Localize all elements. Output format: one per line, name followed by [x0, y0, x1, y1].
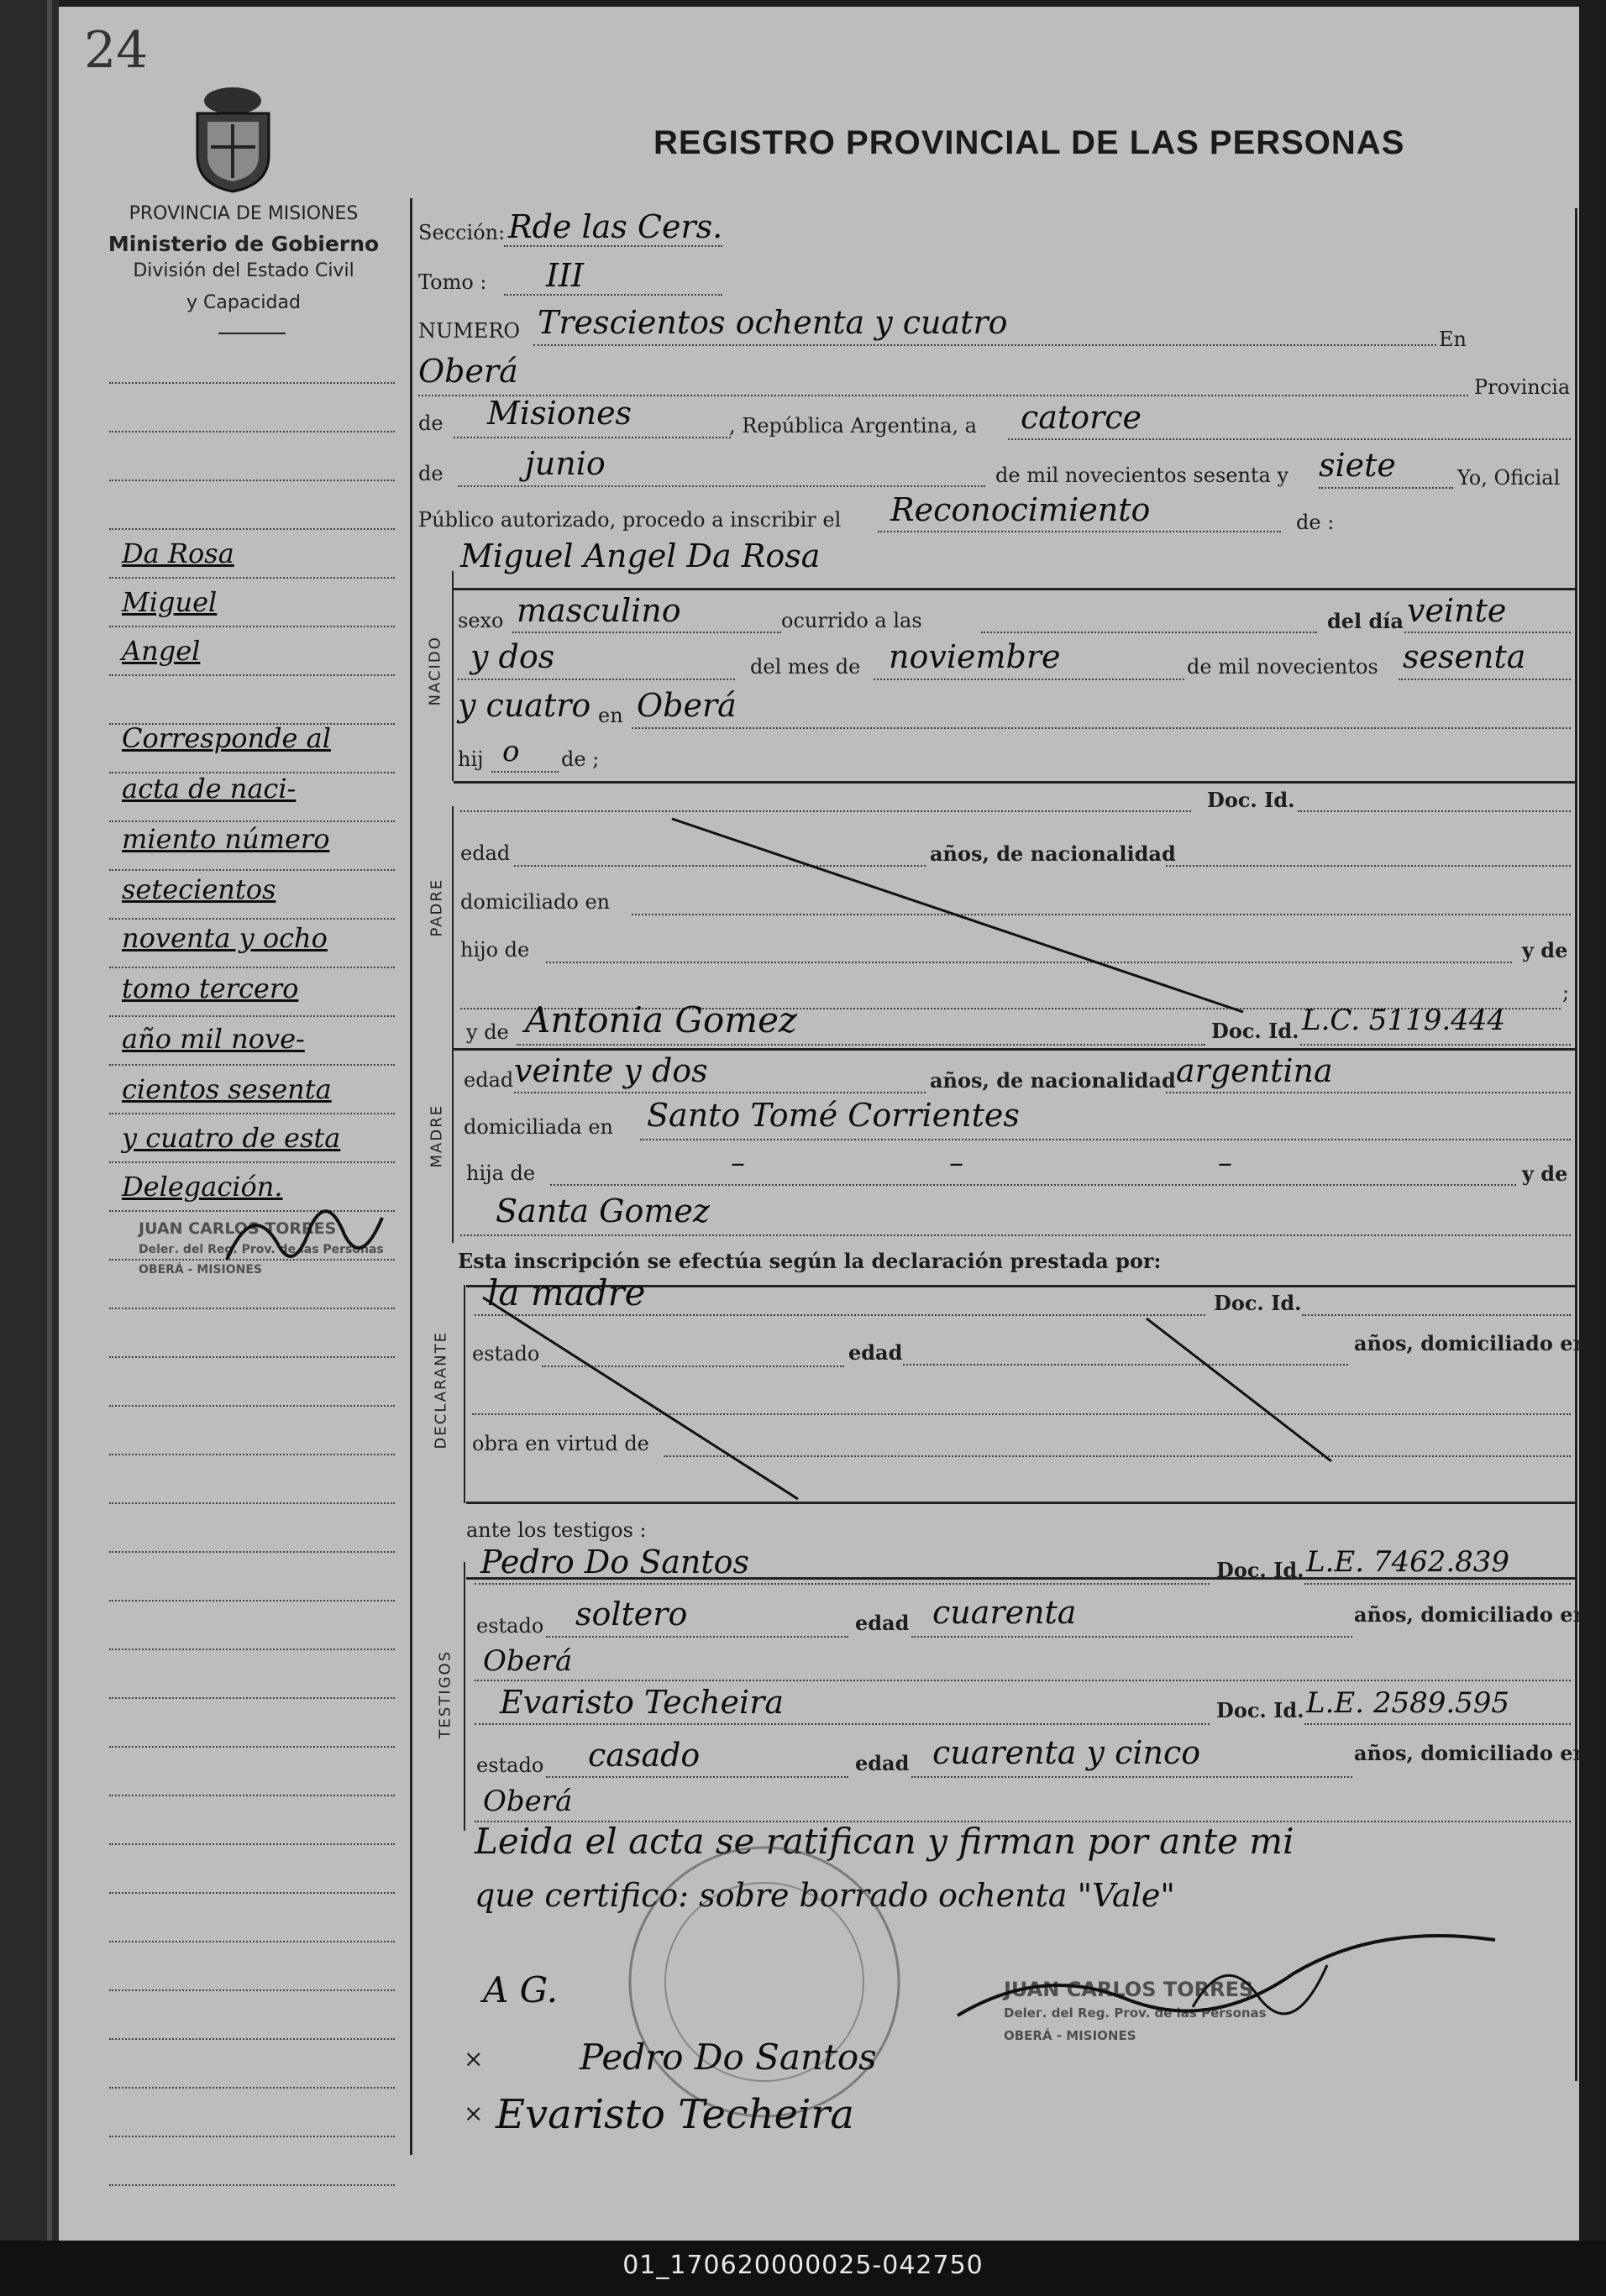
madre-dash-1: – — [731, 1146, 745, 1180]
mes-value: junio — [525, 445, 606, 482]
signature-1: Pedro Do Santos — [580, 2037, 877, 2078]
mes-line — [458, 485, 985, 487]
margin-note-line: cientos sesenta — [122, 1073, 332, 1105]
hijo-label: hij — [458, 747, 484, 771]
anio-value: siete — [1319, 447, 1396, 484]
t2-estado-value: casado — [588, 1737, 701, 1774]
margin-line — [109, 480, 395, 481]
declarante-void-strike — [479, 1293, 1588, 1503]
margin-line — [109, 2136, 395, 2137]
t1-dom-line — [475, 1680, 1571, 1681]
anio-line — [1399, 679, 1571, 680]
margin-note-line: noventa y ocho — [122, 922, 328, 954]
margin-line — [109, 1454, 395, 1455]
numero-value: Trescientos ochenta y cuatro — [538, 304, 1008, 341]
declarante-nombre-value: la madre — [487, 1272, 646, 1313]
mes-value: noviembre — [889, 638, 1061, 675]
madre-de-value: Santa Gomez — [496, 1193, 710, 1229]
margin-note-line: miento número — [122, 823, 330, 855]
officer-signature-icon — [941, 1915, 1512, 2049]
testigos-intro: ante los testigos : — [466, 1518, 647, 1542]
dia-line — [1008, 438, 1571, 440]
sexo-line — [512, 632, 781, 633]
madre-hija-label: hija de — [466, 1161, 536, 1185]
hijo-line — [491, 771, 559, 773]
padre-docid-label: Doc. Id. — [1207, 788, 1295, 812]
en-label: en — [598, 704, 623, 727]
margin-note-line: Delegación. — [122, 1171, 283, 1203]
side-label-padre: PADRE — [428, 878, 446, 937]
t1-dom-value: Oberá — [483, 1644, 573, 1678]
margin-line — [109, 577, 395, 579]
t2-dom-value: Oberá — [483, 1785, 573, 1818]
declarante-bracket — [464, 1285, 465, 1503]
madre-edad-label: edad — [464, 1068, 514, 1092]
t2-edad-label: edad — [855, 1751, 910, 1775]
padre-bracket — [452, 806, 454, 1025]
madre-domicilio-value: Santo Tomé Corrientes — [647, 1097, 1020, 1134]
margin-line — [109, 626, 395, 627]
margin-line — [109, 1795, 395, 1796]
madre-dash-3: – — [1218, 1146, 1232, 1180]
signature-2: Evaristo Techeira — [496, 2091, 854, 2138]
de2-label: de — [418, 462, 443, 485]
madre-edad-value: veinte y dos — [514, 1052, 708, 1089]
margin-line — [109, 1113, 395, 1114]
stamp-role: Delег. del Reg. Prov. de las Personas — [1004, 2005, 1267, 2021]
madre-nac-label: años, de nacionalidad — [930, 1068, 1176, 1093]
frame-right-line — [1575, 208, 1577, 2081]
madre-docid-label: Doc. Id. — [1211, 1019, 1299, 1043]
mes-label: del mes de — [750, 655, 861, 679]
margin-line — [109, 1502, 395, 1504]
margin-note-line: Angel — [122, 635, 201, 667]
header-division: División del Estado Civil — [133, 260, 354, 281]
book-binding — [0, 0, 59, 2296]
mes-line — [874, 679, 1184, 680]
margin-line — [109, 1600, 395, 1601]
en-label: En — [1439, 328, 1467, 351]
declarante-estado-label: estado — [472, 1342, 540, 1366]
t1-estado-value: soltero — [575, 1596, 688, 1633]
seccion-value: Rde las Cers. — [508, 208, 723, 245]
nacido-top-rule — [454, 588, 1575, 590]
header-capacity: y Capacidad — [186, 292, 301, 313]
margin-line — [109, 1551, 395, 1553]
margin-line — [109, 431, 395, 432]
tomo-value: III — [546, 257, 585, 294]
padre-docid-line — [1298, 810, 1571, 812]
madre-dash-2: – — [949, 1146, 963, 1180]
margin-note-line: tomo tercero — [122, 972, 299, 1004]
anio-label: de mil novecientos — [1187, 655, 1378, 679]
t1-docid-line — [1304, 1583, 1571, 1585]
nacido-bracket — [452, 571, 454, 781]
padre-top-rule — [454, 781, 1575, 784]
acto-line — [878, 531, 1281, 532]
madre-nombre-line — [517, 1044, 1205, 1046]
dia-value: catorce — [1021, 399, 1142, 436]
publico-label: Público autorizado, procedo a inscribir el — [418, 508, 842, 532]
t1-nombre-value: Pedro Do Santos — [480, 1544, 750, 1580]
margin-stamp-role: Delег. del Reg. Prov. de las Personas — [139, 1243, 384, 1256]
padre-edad-label: edad — [460, 841, 511, 865]
t1-edad-value: cuarenta — [932, 1594, 1077, 1631]
t2-estado-line — [546, 1776, 848, 1778]
t2-docid-label: Doc. Id. — [1216, 1698, 1304, 1722]
de-label: de — [418, 411, 443, 435]
declarante-dom-label: años, domiciliado en — [1354, 1331, 1588, 1355]
margin-line — [109, 1843, 395, 1845]
margin-note-line: y cuatro de esta — [122, 1122, 341, 1154]
de3-label: de : — [1296, 511, 1335, 534]
anio-value: sesenta — [1403, 638, 1526, 675]
de-label: de ; — [561, 747, 600, 771]
header-province: PROVINCIA DE MISIONES — [129, 203, 359, 224]
anio-label: de mil novecientos sesenta y — [995, 464, 1289, 487]
anio-value-2: y cuatro — [458, 687, 591, 724]
side-label-declarante: DECLARANTE — [432, 1331, 450, 1449]
header-rule — [218, 333, 286, 334]
official-seal-icon — [622, 1831, 907, 2133]
footer-id: 01_170620000025-042750 — [622, 2251, 984, 2280]
dia-value-2: y dos — [470, 638, 555, 675]
margin-stamp-name: JUAN CARLOS TORRES — [139, 1219, 337, 1238]
madre-nac-line — [1166, 1092, 1571, 1093]
dia-line-2 — [458, 679, 735, 680]
declarante-docid-label: Doc. Id. — [1214, 1291, 1302, 1315]
padre-domicilio-label: domiciliado en — [460, 890, 611, 914]
margin-line — [109, 2184, 395, 2186]
sig-mark-1: × — [464, 2045, 484, 2073]
madre-docid-line — [1300, 1044, 1571, 1046]
padre-nac-label: años, de nacionalidad — [930, 841, 1176, 866]
margin-stamp-place: OBERÁ - MISIONES — [139, 1263, 263, 1276]
t1-estado-line — [546, 1636, 848, 1638]
padre-semicolon: ; — [1562, 981, 1570, 1004]
t2-estado-label: estado — [476, 1753, 544, 1777]
padre-hijo-label: hijo de — [460, 938, 530, 962]
frame-left-line — [410, 198, 412, 2155]
margin-line — [109, 918, 395, 920]
provincia-label: Provincia — [1474, 375, 1571, 399]
t2-docid-line — [1304, 1723, 1571, 1725]
padre-void-strike — [664, 810, 1252, 1016]
madre-yde-label: y de — [466, 1020, 509, 1044]
t2-docid-value: L.E. 2589.595 — [1306, 1686, 1510, 1720]
t2-edad-value: cuarenta y cinco — [932, 1734, 1201, 1771]
closing-line-1: Leida el acta se ratifican y firman por ante mi — [475, 1821, 1294, 1862]
madre-domicilio-label: domiciliada en — [464, 1115, 613, 1139]
margin-line — [109, 2038, 395, 2040]
t2-edad-line — [911, 1776, 1352, 1778]
numero-label: NUMERO — [418, 319, 521, 343]
madre-domicilio-line — [640, 1139, 1571, 1140]
margin-note-line: Da Rosa — [122, 537, 234, 569]
coat-of-arms-icon — [189, 84, 277, 193]
margin-line — [109, 1989, 395, 1991]
t1-edad-label: edad — [855, 1611, 910, 1635]
header-ministry: Ministerio de Gobierno — [108, 232, 380, 256]
margin-line — [109, 1405, 395, 1407]
provincia-value: Misiones — [487, 395, 632, 432]
hijo-value: o — [502, 735, 520, 768]
initials: A G. — [483, 1969, 559, 2010]
margin-line — [109, 820, 395, 822]
margin-note-line: Corresponde al — [122, 722, 331, 754]
stamp-name: JUAN CARLOS TORRES — [1004, 1978, 1254, 2001]
madre-nombre-value: Antonia Gomez — [525, 999, 798, 1041]
madre-docid-value: L.C. 5119.444 — [1302, 1004, 1506, 1037]
margin-line — [109, 1649, 395, 1650]
madre-bracket — [452, 1008, 454, 1243]
margin-line — [109, 1941, 395, 1942]
margin-note-line: Miguel — [122, 586, 218, 618]
declarante-intro: Esta inscripción se efectúa según la declaración prestada por: — [458, 1249, 1162, 1273]
madre-nac-value: argentina — [1176, 1052, 1333, 1089]
madre-top-rule — [454, 1048, 1575, 1051]
tomo-label: Tomo : — [418, 270, 487, 294]
lugar-value: Oberá — [418, 353, 518, 390]
margin-line — [109, 1015, 395, 1017]
sexo-value: masculino — [517, 592, 681, 629]
margin-line — [109, 1356, 395, 1358]
declarante-obra-label: obra en virtud de — [472, 1432, 649, 1455]
closing-line-2: que certifico: sobre borrado ochenta "Vale" — [475, 1877, 1175, 1914]
dia-label: del día — [1327, 609, 1404, 633]
sexo-label: sexo — [458, 609, 504, 632]
margin-line — [109, 1161, 395, 1163]
madre-de-line — [460, 1234, 1571, 1236]
t2-nombre-value: Evaristo Techeira — [500, 1684, 785, 1721]
margin-line — [109, 1746, 395, 1748]
t1-docid-label: Doc. Id. — [1216, 1558, 1304, 1582]
numero-line — [533, 344, 1436, 346]
hora-line — [981, 632, 1317, 633]
t1-nombre-line — [475, 1583, 1210, 1585]
side-label-testigos: TESTIGOS — [436, 1649, 454, 1739]
lugar-line — [632, 727, 1571, 729]
side-label-nacido: NACIDO — [426, 636, 444, 706]
lugar-value: Oberá — [637, 687, 737, 724]
t2-dom-label: años, domiciliado en — [1354, 1741, 1588, 1765]
ocurrido-label: ocurrido a las — [781, 609, 922, 632]
margin-line — [109, 1892, 395, 1894]
margin-line — [109, 528, 395, 530]
t1-edad-line — [911, 1636, 1352, 1638]
madre-hija-line — [550, 1184, 1516, 1186]
margin-note-line: año mil nove- — [122, 1023, 305, 1055]
anio-line — [1319, 487, 1453, 489]
page-number: 24 — [84, 21, 149, 80]
madre-edad-line — [514, 1092, 926, 1093]
margin-line — [109, 869, 395, 871]
margin-line — [109, 382, 395, 384]
republica-label: , República Argentina, a — [729, 414, 977, 438]
nombre-value: Miguel Angel Da Rosa — [460, 537, 821, 574]
provincia-line — [454, 437, 731, 438]
seccion-line — [504, 245, 722, 247]
dia-value: veinte — [1407, 592, 1507, 629]
margin-line — [109, 1308, 395, 1309]
testigos-bracket — [464, 1562, 465, 1831]
margin-line — [109, 1064, 395, 1066]
margin-note-line: acta de naci- — [122, 773, 297, 805]
side-label-madre: MADRE — [428, 1103, 446, 1168]
tomo-line — [504, 294, 722, 296]
document-title: REGISTRO PROVINCIAL DE LAS PERSONAS — [653, 124, 1405, 161]
t2-nombre-line — [475, 1723, 1210, 1725]
margin-signature-icon — [218, 1193, 386, 1285]
declarante-edad-label: edad — [848, 1340, 903, 1365]
margin-note-line: setecientos — [122, 873, 276, 905]
t1-dom-label: años, domiciliado en — [1354, 1602, 1588, 1627]
seccion-label: Sección: — [418, 221, 506, 244]
acto-value: Reconocimiento — [890, 491, 1151, 528]
margin-line — [109, 967, 395, 968]
stamp-place: OBERÁ - MISIONES — [1004, 2028, 1136, 2043]
margin-line — [109, 1697, 395, 1699]
oficial-label: Yo, Oficial — [1457, 466, 1561, 490]
madre-yde2-label: y de — [1522, 1161, 1568, 1186]
sig-mark-2: × — [464, 2099, 484, 2127]
t1-estado-label: estado — [476, 1614, 544, 1638]
margin-line — [109, 674, 395, 676]
margin-line — [109, 2087, 395, 2089]
t1-docid-value: L.E. 7462.839 — [1306, 1545, 1510, 1579]
padre-yde-label: y de — [1522, 938, 1568, 962]
dia-line-1 — [1404, 632, 1571, 633]
